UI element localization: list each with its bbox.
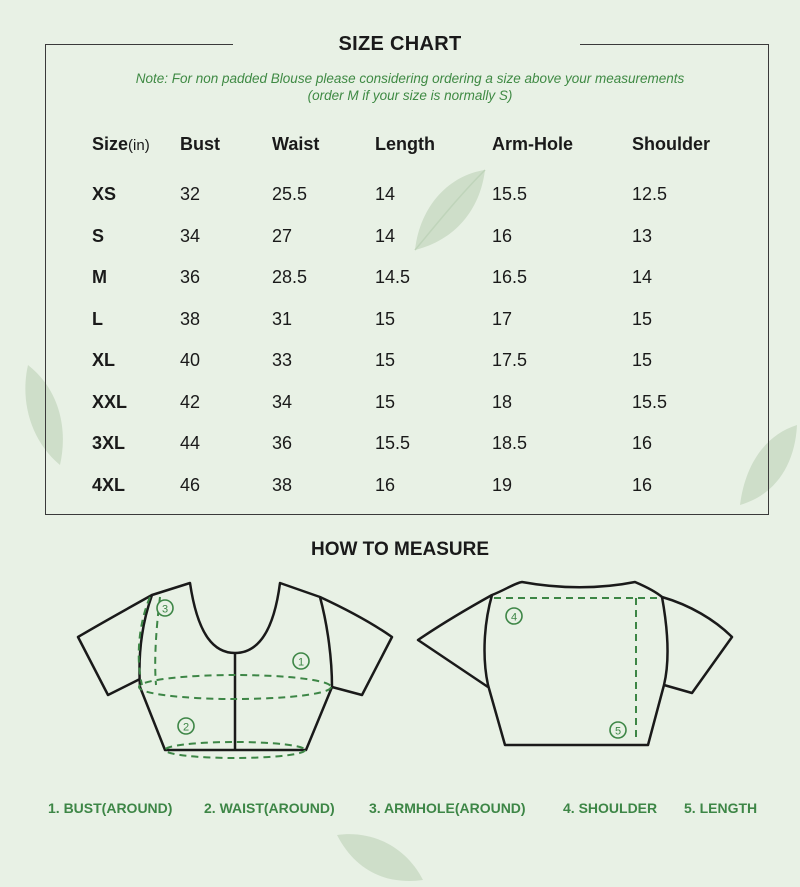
blouse-back-diagram xyxy=(410,575,740,755)
waist-cell: 25.5 xyxy=(272,184,308,204)
marker-bust xyxy=(293,653,309,669)
sizing-note-line2: (order M if your size is normally S) xyxy=(307,88,513,103)
header-shoulder: Shoulder xyxy=(632,134,711,154)
length-cell: 15 xyxy=(375,308,396,329)
armhole-cell: 16.5 xyxy=(492,267,528,287)
shoulder-cell: 13 xyxy=(632,225,653,246)
shoulder-cell: 15 xyxy=(632,308,653,329)
header-size xyxy=(92,134,150,155)
length-cell: 15 xyxy=(375,391,396,412)
leaf-decoration xyxy=(335,830,425,887)
armhole-cell: 17 xyxy=(492,308,513,329)
armhole-cell: 15.5 xyxy=(492,184,528,204)
armhole-cell: 19 xyxy=(492,474,513,495)
bust-cell: 44 xyxy=(180,433,201,453)
waist-cell: 36 xyxy=(272,433,293,453)
sizing-note-line1: Note: For non padded Blouse please considering ordering a size above your measurements xyxy=(135,71,685,86)
length-cell: 16 xyxy=(375,474,396,495)
bust-cell: 32 xyxy=(180,184,201,204)
armhole-cell: 18.5 xyxy=(492,433,528,453)
bust-cell: 34 xyxy=(180,225,201,246)
page-title: SIZE CHART xyxy=(338,33,462,55)
marker-waist xyxy=(178,718,194,734)
shoulder-cell: 16 xyxy=(632,433,653,453)
length-cell: 14 xyxy=(375,225,396,246)
blouse-front-diagram xyxy=(70,575,400,770)
length-cell: 15.5 xyxy=(375,433,411,453)
how-to-measure-title: HOW TO MEASURE xyxy=(310,539,490,560)
size-cell: 4XL xyxy=(92,474,126,495)
legend-armhole: 3. ARMHOLE(AROUND) xyxy=(369,800,526,816)
sizing-note xyxy=(60,70,760,104)
waist-cell: 28.5 xyxy=(272,267,308,287)
bust-cell: 42 xyxy=(180,391,201,412)
size-cell: L xyxy=(92,308,103,329)
legend-bust: 1. BUST(AROUND) xyxy=(48,800,173,816)
size-cell: XXL xyxy=(92,391,128,412)
waist-cell: 27 xyxy=(272,225,293,246)
size-cell: XS xyxy=(92,184,117,204)
bust-cell: 46 xyxy=(180,474,201,495)
header-size-label: Size xyxy=(92,134,129,154)
marker-armhole xyxy=(157,600,173,616)
legend-shoulder: 4. SHOULDER xyxy=(563,800,658,816)
waist-cell: 33 xyxy=(272,350,293,370)
bust-cell: 36 xyxy=(180,267,201,287)
length-cell: 14 xyxy=(375,184,396,204)
legend-waist: 2. WAIST(AROUND) xyxy=(204,800,335,816)
header-waist: Waist xyxy=(272,134,320,154)
size-cell: 3XL xyxy=(92,433,126,453)
shoulder-cell: 16 xyxy=(632,474,653,495)
header-bust: Bust xyxy=(180,134,220,154)
marker-shoulder xyxy=(506,608,522,624)
waist-cell: 38 xyxy=(272,474,293,495)
size-cell: S xyxy=(92,225,105,246)
header-length: Length xyxy=(375,134,435,154)
size-cell: XL xyxy=(92,350,116,370)
size-cell: M xyxy=(92,267,107,287)
shoulder-cell: 12.5 xyxy=(632,184,668,204)
header-armhole: Arm-Hole xyxy=(492,134,574,154)
marker-waist-number: 2 xyxy=(182,721,190,734)
armhole-cell: 17.5 xyxy=(492,350,528,370)
marker-length-number: 5 xyxy=(614,725,622,738)
shoulder-cell: 15.5 xyxy=(632,391,668,412)
shoulder-cell: 14 xyxy=(632,267,653,287)
waist-cell: 34 xyxy=(272,391,293,412)
bust-cell: 38 xyxy=(180,308,201,329)
marker-bust-number: 1 xyxy=(297,656,305,669)
marker-length xyxy=(610,722,626,738)
waist-cell: 31 xyxy=(272,308,293,329)
length-cell: 14.5 xyxy=(375,267,411,287)
header-size-unit: (in) xyxy=(128,137,150,154)
armhole-cell: 18 xyxy=(492,391,513,412)
shoulder-cell: 15 xyxy=(632,350,653,370)
marker-shoulder-number: 4 xyxy=(510,611,518,624)
marker-armhole-number: 3 xyxy=(161,603,169,616)
length-cell: 15 xyxy=(375,350,396,370)
armhole-cell: 16 xyxy=(492,225,513,246)
legend-length: 5. LENGTH xyxy=(684,800,758,816)
bust-cell: 40 xyxy=(180,350,201,370)
